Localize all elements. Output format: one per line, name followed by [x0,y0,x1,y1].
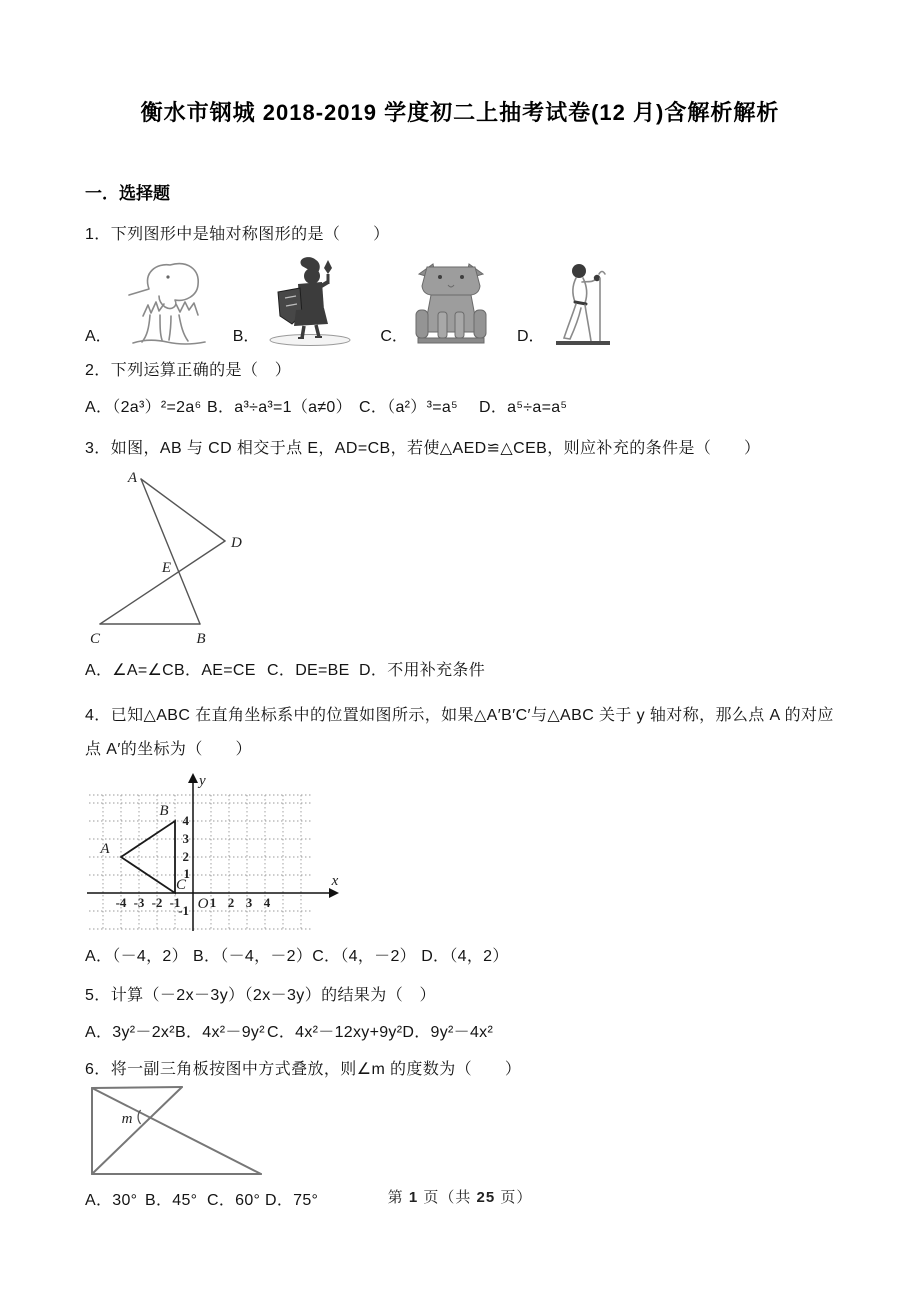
question-6-option-c: C．60° [207,1192,261,1209]
question-5-option-d: D．9y²－4x² [402,1024,494,1041]
question-2-number: 2． [85,362,111,379]
question-6-text: 6．将一副三角板按图中方式叠放，则∠m 的度数为（ ） [85,1061,522,1078]
option-b-label: B． [232,328,260,345]
question-4-options [85,945,835,969]
page-footer: 第 1 页（共 25 页） [387,1189,533,1206]
question-6-option-a: A．30° [85,1192,138,1209]
bird-outline-figure [119,258,219,346]
vertex-b-label: B [196,631,206,647]
x-tick: -2 [151,895,163,910]
question-5-text: 5．计算（－2x－3y）（2x－3y）的结果为（ ） [85,987,436,1004]
question-5-option-c: C．4x²－12xy+9y² [267,1024,403,1041]
question-4-option-a: A．（－4，2） [85,948,188,965]
vertex-b-label: B [159,803,169,819]
x-tick: 3 [245,895,253,910]
question-3-text: 3．如图，AB 与 CD 相交于点 E，AD=CB，若使△AED≌△CEB，则应补充的条件是（ ） [85,440,761,457]
x-axis-label: x [331,873,339,889]
question-2-option-a: A．（2a³）²=2a⁶ [85,399,202,416]
y-tick: 1 [183,866,190,881]
question-3-option-b: B．AE=CE [174,662,256,679]
question-1-image-options [85,254,835,346]
question-1-text: 1．下列图形中是轴对称图形的是（ ） [85,226,390,243]
y-tick: 3 [182,831,189,846]
question-3-number: 3． [85,440,111,457]
y-tick: 4 [182,813,189,828]
x-tick: -4 [115,895,127,910]
option-a-label: A． [85,328,112,345]
question-6-number: 6． [85,1061,111,1078]
question-1-option-c [380,262,487,346]
question-5-options [85,1021,835,1045]
current-page-number: 1 [408,1189,419,1206]
vertex-c-label: C [89,631,101,647]
question-4-option-c: C．（4，－2） [312,948,416,965]
knight-with-shield-and-sword-figure [266,254,354,346]
standing-person-figure [552,262,614,346]
x-tick: -3 [133,895,145,910]
question-3-option-a: A．∠A=∠C [85,662,175,679]
question-1-option-d [517,262,614,346]
x-tick: 4 [263,895,271,910]
intersecting-triangles-figure [85,466,253,651]
question-4-option-d: D．（4，2） [421,948,509,965]
set-squares-figure [85,1081,275,1183]
x-axis-arrow [329,888,339,898]
question-2-option-b: B．a³÷a³=1（a≠0） [207,399,352,416]
question-4-text: 4．已知△ABC 在直角坐标系中的位置如图所示，如果△A′B′C′与△ABC 关于 y 轴对称，那么点 A 的对应点 A′的坐标为（ ） [85,707,834,758]
question-2-text: 2．下列运算正确的是（ ） [85,362,292,379]
question-5-option-a: A．3y²－2x² [85,1024,175,1041]
question-6-option-b: B．45° [145,1192,198,1209]
question-5-option-b: B．4x²－9y² [175,1024,265,1041]
question-2-options [85,396,835,420]
question-2-option-d: D．a⁵÷a=a⁵ [479,399,568,416]
question-3-option-d: D．不用补充条件 [359,662,486,679]
x-tick: 2 [227,895,235,910]
sitting-dog-figure [415,262,487,346]
coordinate-grid-figure [85,771,345,933]
y-tick: -1 [178,903,189,918]
vertex-d-label: D [231,535,242,551]
question-4-number: 4． [85,707,111,724]
x-tick: 1 [209,895,217,910]
question-1-option-b [233,254,355,346]
question-2-option-c: C．（a²）³=a⁵ [359,399,458,416]
vertex-e-label: E [161,560,171,576]
x-tick: -1 [169,895,181,910]
question-1-option-a [85,258,219,346]
question-4-option-b: B．（－4，－2） [193,948,313,965]
y-axis-arrow [188,773,198,783]
section-heading: 一．选择题 [85,184,170,203]
angle-m-label: m [121,1111,133,1127]
question-3-option-c: C．DE=BE [267,662,350,679]
origin-label: O [197,896,209,912]
y-axis-label: y [199,773,206,789]
option-c-label: C． [380,328,408,345]
question-1-number: 1． [85,226,111,243]
option-d-label: D． [516,328,545,345]
vertex-c-label: C [175,877,187,893]
y-tick: 2 [182,849,189,864]
question-5-number: 5． [85,987,111,1004]
page-title: 衡水市钢城 2018-2019 学度初二上抽考试卷(12 月)含解析解析 [140,100,780,125]
vertex-a-label: A [100,841,110,857]
vertex-a-label: A [127,470,137,486]
question-6-option-d: D．75° [265,1192,319,1209]
total-page-count: 25 [476,1189,496,1206]
question-3-options [85,659,835,683]
